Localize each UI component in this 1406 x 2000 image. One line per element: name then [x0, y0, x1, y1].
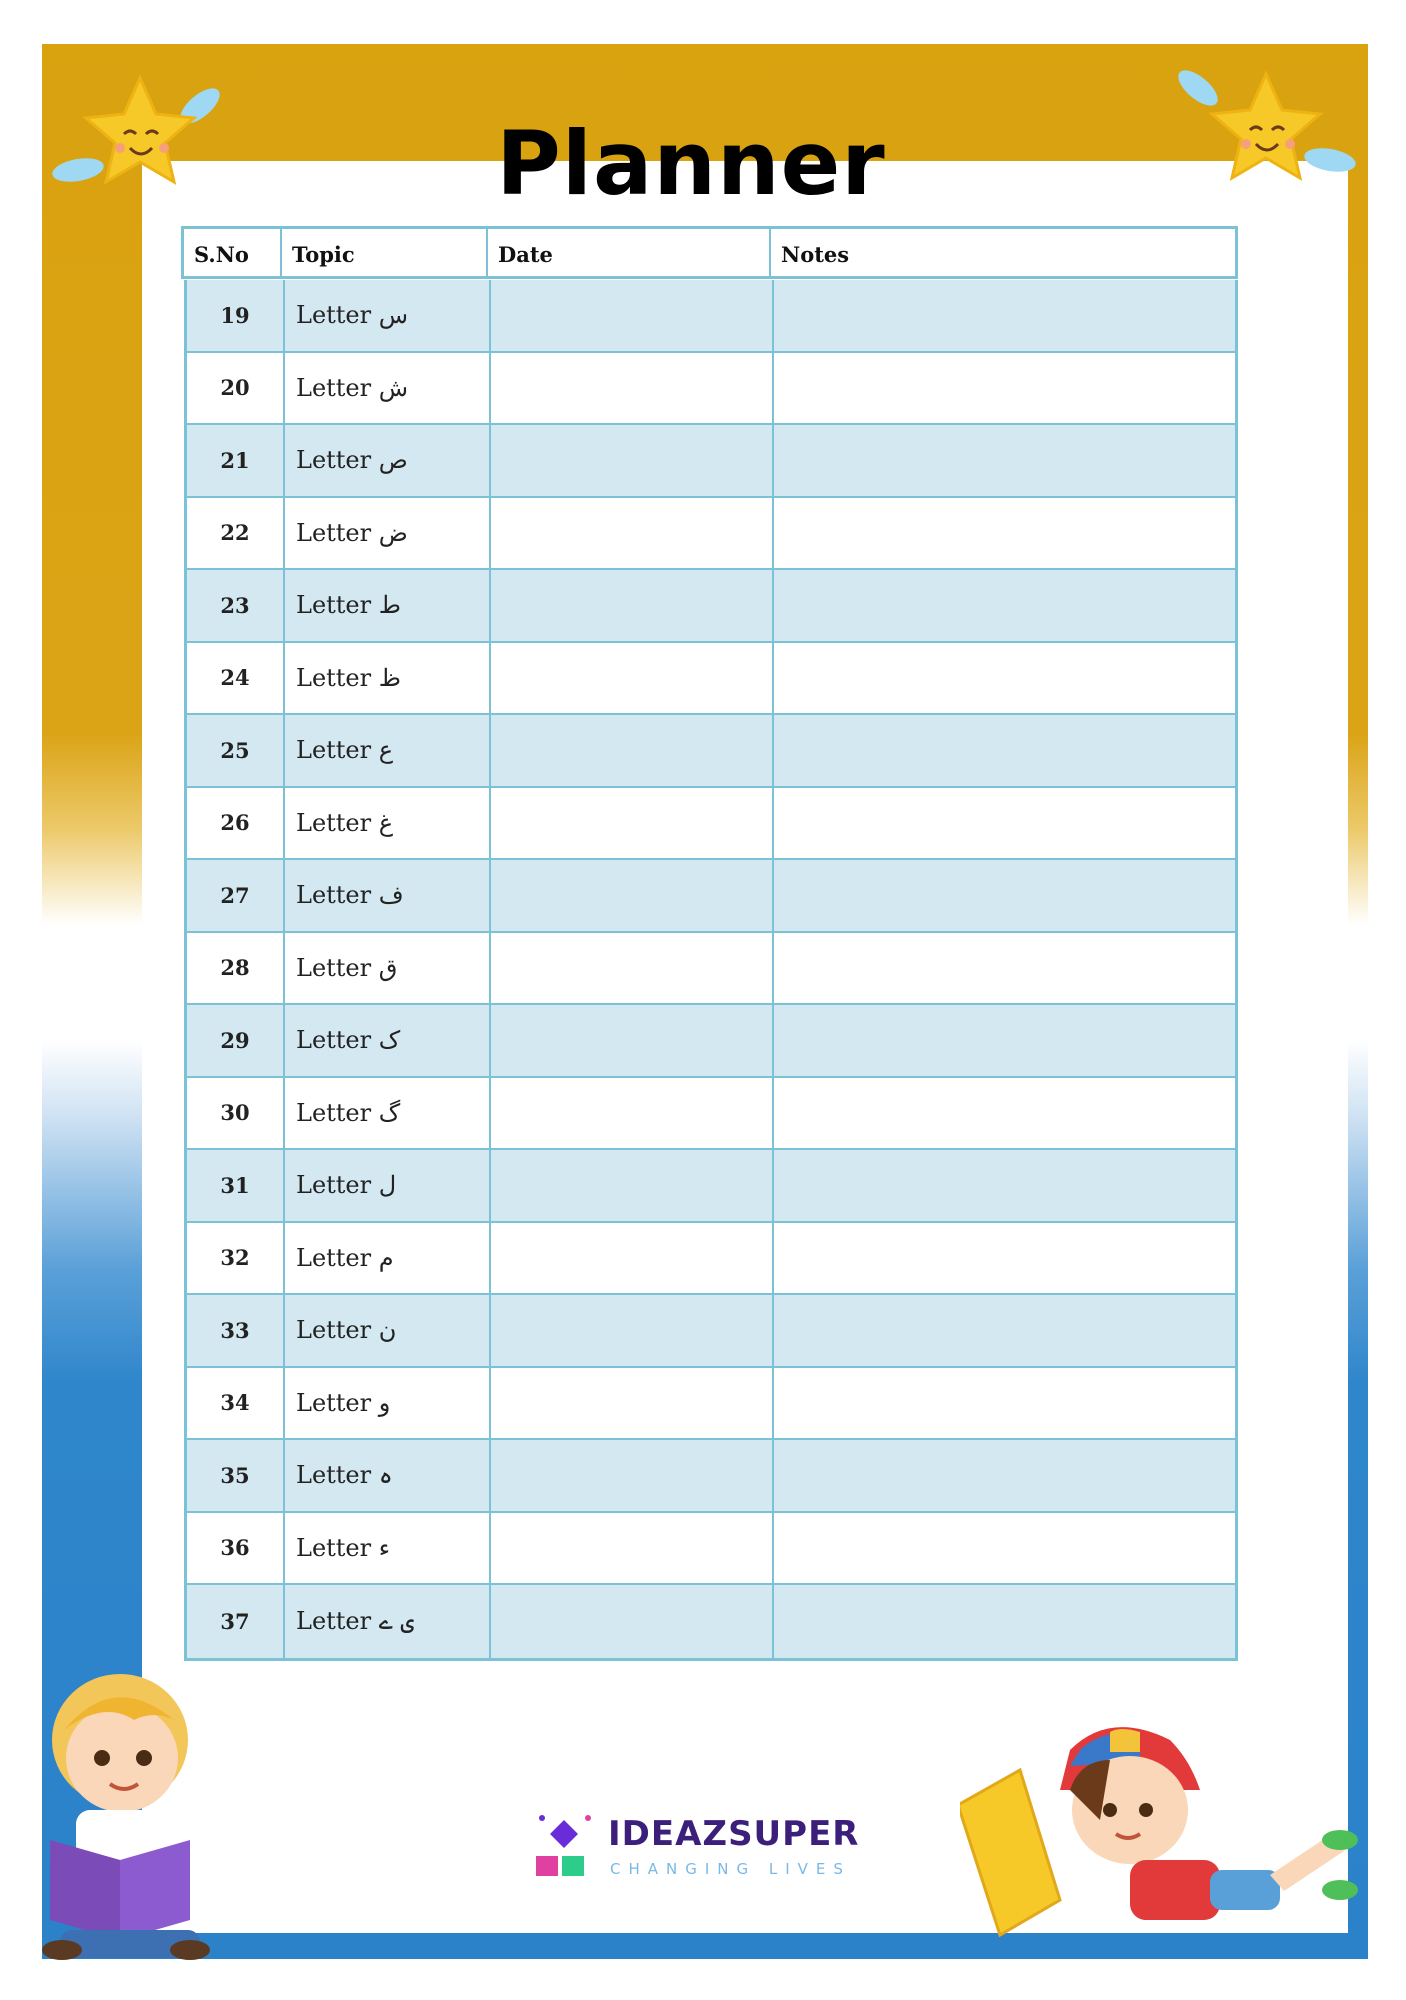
cell-notes[interactable]	[774, 1368, 1235, 1439]
cell-sno: 19	[187, 280, 285, 351]
table-row	[187, 715, 1235, 788]
cell-date[interactable]	[491, 788, 774, 859]
cell-date[interactable]	[491, 280, 774, 351]
cell-sno: 22	[187, 498, 285, 569]
cell-sno: 33	[187, 1295, 285, 1366]
cell-topic: Letter س	[285, 280, 491, 351]
cell-notes[interactable]	[774, 1513, 1235, 1584]
cell-notes[interactable]	[774, 1295, 1235, 1366]
cell-sno: 28	[187, 933, 285, 1004]
cell-topic: Letter م	[285, 1223, 491, 1294]
cell-sno: 35	[187, 1440, 285, 1511]
cell-notes[interactable]	[774, 498, 1235, 569]
cell-date[interactable]	[491, 643, 774, 714]
table-header	[181, 226, 1238, 279]
logo-name: IDEAZSUPER	[608, 1814, 860, 1854]
cell-notes[interactable]	[774, 643, 1235, 714]
table-row	[187, 1295, 1235, 1368]
cell-sno: 26	[187, 788, 285, 859]
planner-table	[184, 280, 1238, 1661]
cell-date[interactable]	[491, 1005, 774, 1076]
cell-sno: 36	[187, 1513, 285, 1584]
boy-reading-icon	[40, 1650, 220, 1960]
cell-topic: Letter ق	[285, 933, 491, 1004]
table-row	[187, 1368, 1235, 1441]
cell-notes[interactable]	[774, 1150, 1235, 1221]
cell-sno: 27	[187, 860, 285, 931]
cell-sno: 23	[187, 570, 285, 641]
cell-sno: 24	[187, 643, 285, 714]
cell-notes[interactable]	[774, 715, 1235, 786]
cell-topic: Letter ک	[285, 1005, 491, 1076]
header-topic: Topic	[282, 229, 488, 276]
cell-topic: Letter ض	[285, 498, 491, 569]
cell-date[interactable]	[491, 1150, 774, 1221]
cell-topic: Letter ط	[285, 570, 491, 641]
cell-notes[interactable]	[774, 280, 1235, 351]
cell-sno: 21	[187, 425, 285, 496]
table-row	[187, 1513, 1235, 1586]
cell-date[interactable]	[491, 1368, 774, 1439]
cell-notes[interactable]	[774, 1223, 1235, 1294]
cell-topic: Letter گ	[285, 1078, 491, 1149]
cell-topic: Letter ن	[285, 1295, 491, 1366]
cell-date[interactable]	[491, 1440, 774, 1511]
table-row	[187, 788, 1235, 861]
table-row	[187, 1223, 1235, 1296]
cell-notes[interactable]	[774, 933, 1235, 1004]
cell-date[interactable]	[491, 860, 774, 931]
cell-topic: Letter ع	[285, 715, 491, 786]
cell-date[interactable]	[491, 1295, 774, 1366]
logo-mark-icon	[532, 1812, 602, 1882]
cell-notes[interactable]	[774, 860, 1235, 931]
cell-notes[interactable]	[774, 788, 1235, 859]
cell-sno: 31	[187, 1150, 285, 1221]
cell-sno: 20	[187, 353, 285, 424]
cell-topic: Letter ص	[285, 425, 491, 496]
cell-date[interactable]	[491, 1078, 774, 1149]
cell-sno: 30	[187, 1078, 285, 1149]
cell-topic: Letter و	[285, 1368, 491, 1439]
table-row	[187, 1150, 1235, 1223]
table-row	[187, 353, 1235, 426]
cell-notes[interactable]	[774, 1440, 1235, 1511]
cell-notes[interactable]	[774, 425, 1235, 496]
cell-date[interactable]	[491, 498, 774, 569]
table-row	[187, 1585, 1235, 1658]
cell-notes[interactable]	[774, 570, 1235, 641]
table-row	[187, 425, 1235, 498]
cell-date[interactable]	[491, 933, 774, 1004]
table-row	[187, 1440, 1235, 1513]
header-notes: Notes	[781, 242, 850, 267]
cell-sno: 25	[187, 715, 285, 786]
cell-notes[interactable]	[774, 1005, 1235, 1076]
cell-topic: Letter ف	[285, 860, 491, 931]
ideazsuper-logo	[532, 1808, 882, 1888]
cell-topic: Letter ش	[285, 353, 491, 424]
cell-date[interactable]	[491, 1223, 774, 1294]
cell-topic: Letter ہ	[285, 1440, 491, 1511]
page-title: Planner	[496, 112, 886, 215]
table-row	[187, 1005, 1235, 1078]
cell-notes[interactable]	[774, 1585, 1235, 1658]
header-sno: S.No	[184, 229, 282, 276]
cell-sno: 37	[187, 1585, 285, 1658]
cell-sno: 32	[187, 1223, 285, 1294]
cell-sno: 34	[187, 1368, 285, 1439]
cell-topic: Letter ل	[285, 1150, 491, 1221]
cell-date[interactable]	[491, 715, 774, 786]
cell-sno: 29	[187, 1005, 285, 1076]
table-row	[187, 280, 1235, 353]
cell-notes[interactable]	[774, 353, 1235, 424]
cell-notes[interactable]	[774, 1078, 1235, 1149]
header-date: Date	[488, 229, 771, 276]
table-row	[187, 643, 1235, 716]
cell-date[interactable]	[491, 570, 774, 641]
table-row	[187, 933, 1235, 1006]
cell-date[interactable]	[491, 1513, 774, 1584]
table-row	[187, 570, 1235, 643]
cell-topic: Letter ی ے	[285, 1585, 491, 1658]
table-row	[187, 1078, 1235, 1151]
girl-reading-icon	[960, 1710, 1370, 1960]
cell-date[interactable]	[491, 425, 774, 496]
logo-tagline: CHANGING LIVES	[610, 1860, 851, 1878]
cell-topic: Letter ء	[285, 1513, 491, 1584]
cell-date[interactable]	[491, 353, 774, 424]
table-row	[187, 498, 1235, 571]
cell-topic: Letter غ	[285, 788, 491, 859]
table-row	[187, 860, 1235, 933]
cell-date[interactable]	[491, 1585, 774, 1658]
cell-topic: Letter ظ	[285, 643, 491, 714]
